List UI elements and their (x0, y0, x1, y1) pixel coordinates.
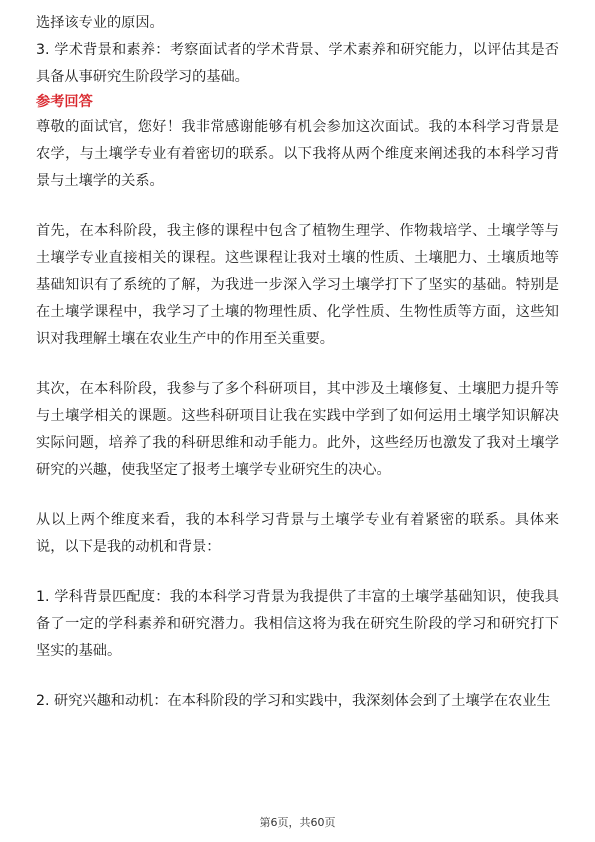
paragraph-spacer (36, 561, 559, 584)
paragraph-first-dimension: 首先，在本科阶段，我主修的课程中包含了植物生理学、作物栽培学、土壤学等与土壤学专业直接相关的课程。这些课程让我对土壤的性质、土壤肥力、土壤质地等基础知识有了系统的了解，为我进一步深入学习土壤学打下了坚实的基础。特别是在土壤学课程中，我学习了土壤的物理性质、化学性质、生物性质等方面，这些知识对我理解土壤在农业生产中的作用至关重要。 (36, 223, 559, 347)
paragraph-point-2: 2. 研究兴趣和动机：在本科阶段的学习和实践中，我深刻体会到了土壤学在农业生 (36, 693, 551, 709)
paragraph-academic-background: 3. 学术背景和素养：考察面试者的学术背景、学术素养和研究能力，以评估其是否具备从事研究生阶段学习的基础。 (36, 42, 559, 85)
paragraph-spacer (36, 353, 559, 376)
paragraph-reason-tail: 选择该专业的原因。 (36, 15, 164, 31)
paragraph-greeting: 尊敬的面试官，您好！我非常感谢能够有机会参加这次面试。我的本科学习背景是农学，与土壤学专业有着密切的联系。以下我将从两个维度来阐述我的本科学习背景与土壤学的关系。 (36, 119, 559, 189)
section-heading-reference-answer: 参考回答 (36, 94, 93, 110)
paragraph-point-1: 1. 学科背景匹配度：我的本科学习背景为我提供了丰富的土壤学基础知识，使我具备了一定的学科素养和研究潜力。我相信这将为我在研究生阶段的学习和研究打下坚实的基础。 (36, 589, 559, 659)
paragraph-summary: 从以上两个维度来看，我的本科学习背景与土壤学专业有着紧密的联系。具体来说，以下是我的动机和背景： (36, 512, 559, 555)
document-body (36, 10, 559, 715)
page-number-footer: 第6页，共60页 (259, 816, 336, 829)
paragraph-spacer (36, 195, 559, 218)
paragraph-spacer (36, 484, 559, 507)
paragraph-spacer (36, 665, 559, 688)
paragraph-second-dimension: 其次，在本科阶段，我参与了多个科研项目，其中涉及土壤修复、土壤肥力提升等与土壤学相关的课题。这些科研项目让我在实践中学到了如何运用土壤学知识解决实际问题，培养了我的科研思维和动手能力。此外，这些经历也激发了我对土壤学研究的兴趣，使我坚定了报考土壤学专业研究生的决心。 (36, 381, 559, 478)
